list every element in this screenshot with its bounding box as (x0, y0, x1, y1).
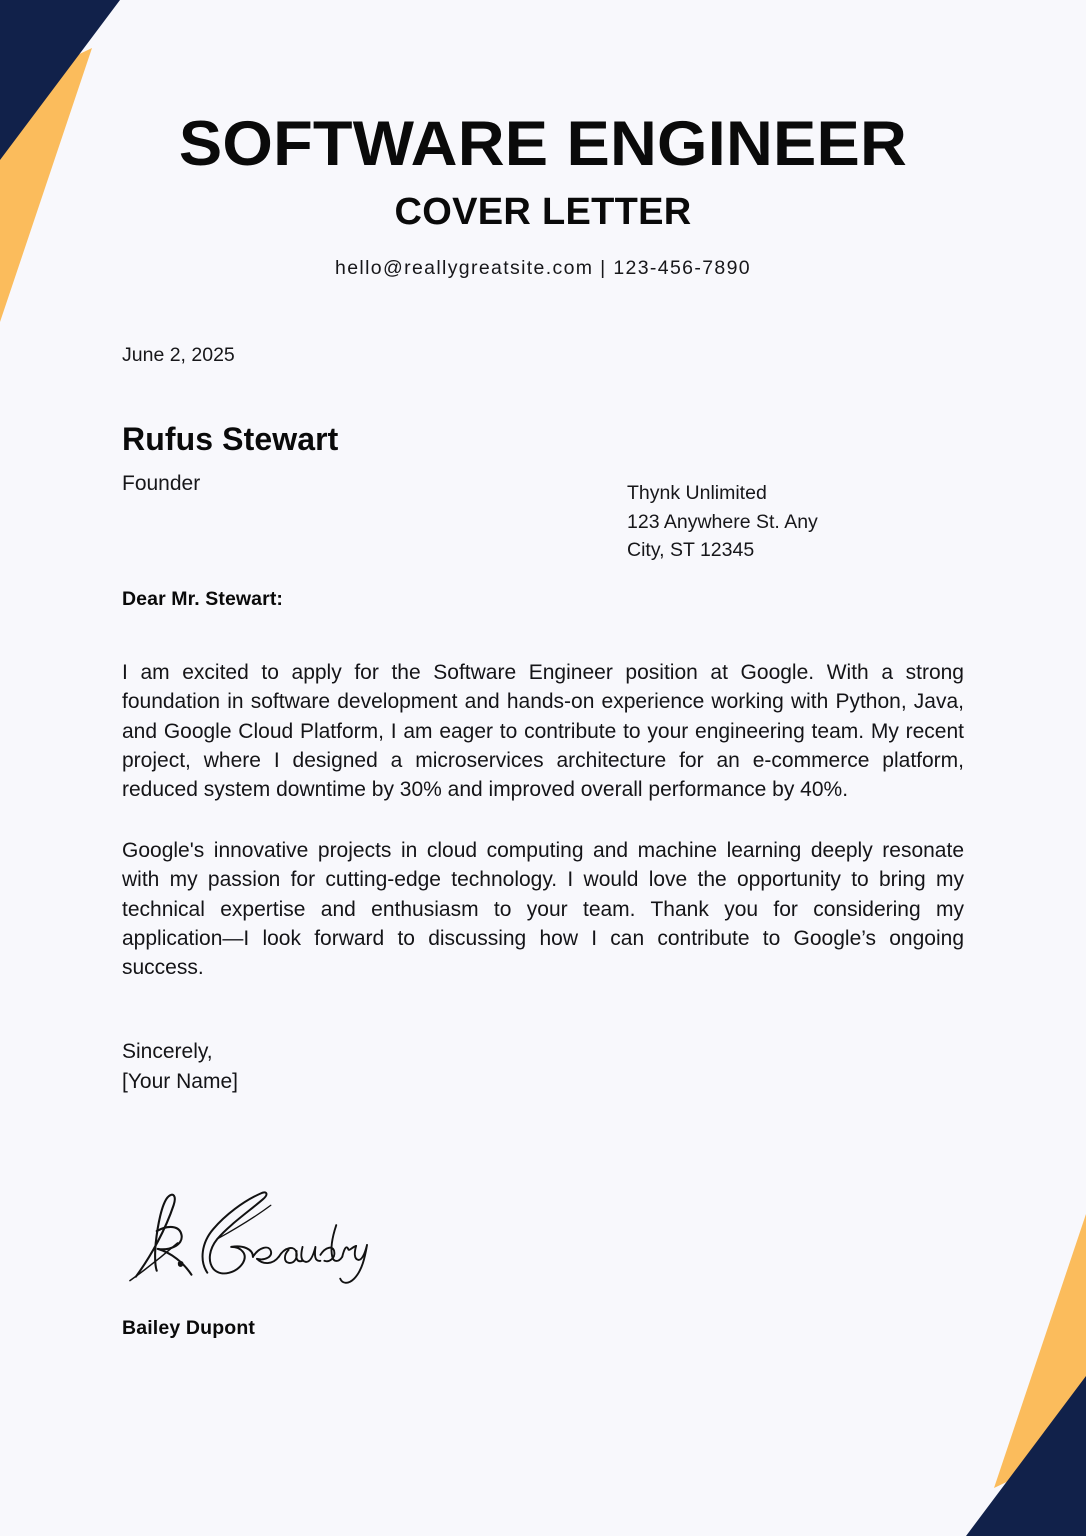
salutation: Dear Mr. Stewart: (122, 588, 284, 611)
body-paragraph: Google's innovative projects in cloud computing and machine learning deeply resonate with my passion for cutting-edge technology. I would love the opportunity to bring my technical expertise and enthusiasm to your team. Thank you for considering my application—I look forward to discussing how I can contribute to Google’s ongoing success. (122, 839, 964, 979)
letter-date: June 2, 2025 (122, 344, 235, 367)
page-subtitle: COVER LETTER (394, 190, 692, 233)
body-paragraph: I am excited to apply for the Software Engineer position at Google. With a strong foundation in software development and hands-on experience working with Python, Java, and Google Cloud Platform, I am eager to contribute to your engineering team. My recent project, where I designed a microservices architecture for an e-commerce platform, reduced system downtime by 30% and improved overall performance by 40%. (122, 661, 964, 801)
recipient-role: Founder (122, 472, 201, 496)
handwritten-signature-icon (122, 1185, 370, 1289)
contact-line: hello@reallygreatsite.com | 123-456-7890 (335, 257, 751, 280)
recipient-block (122, 421, 627, 498)
closing-block (122, 1037, 964, 1097)
signer-name: Bailey Dupont (122, 1316, 256, 1339)
company-city: City, ST 12345 (627, 539, 755, 562)
signature-area (122, 1185, 964, 1295)
letter-body (122, 658, 964, 982)
company-name: Thynk Unlimited (627, 481, 767, 504)
closing-name-placeholder: [Your Name] (122, 1069, 238, 1093)
page-title: SOFTWARE ENGINEER (178, 109, 908, 179)
company-street: 123 Anywhere St. Any (627, 510, 818, 533)
company-address-block (627, 421, 964, 566)
recipient-name: Rufus Stewart (122, 420, 339, 457)
letter-header (122, 0, 964, 280)
closing-salutation: Sincerely, (122, 1040, 213, 1064)
recipient-row (122, 421, 964, 566)
